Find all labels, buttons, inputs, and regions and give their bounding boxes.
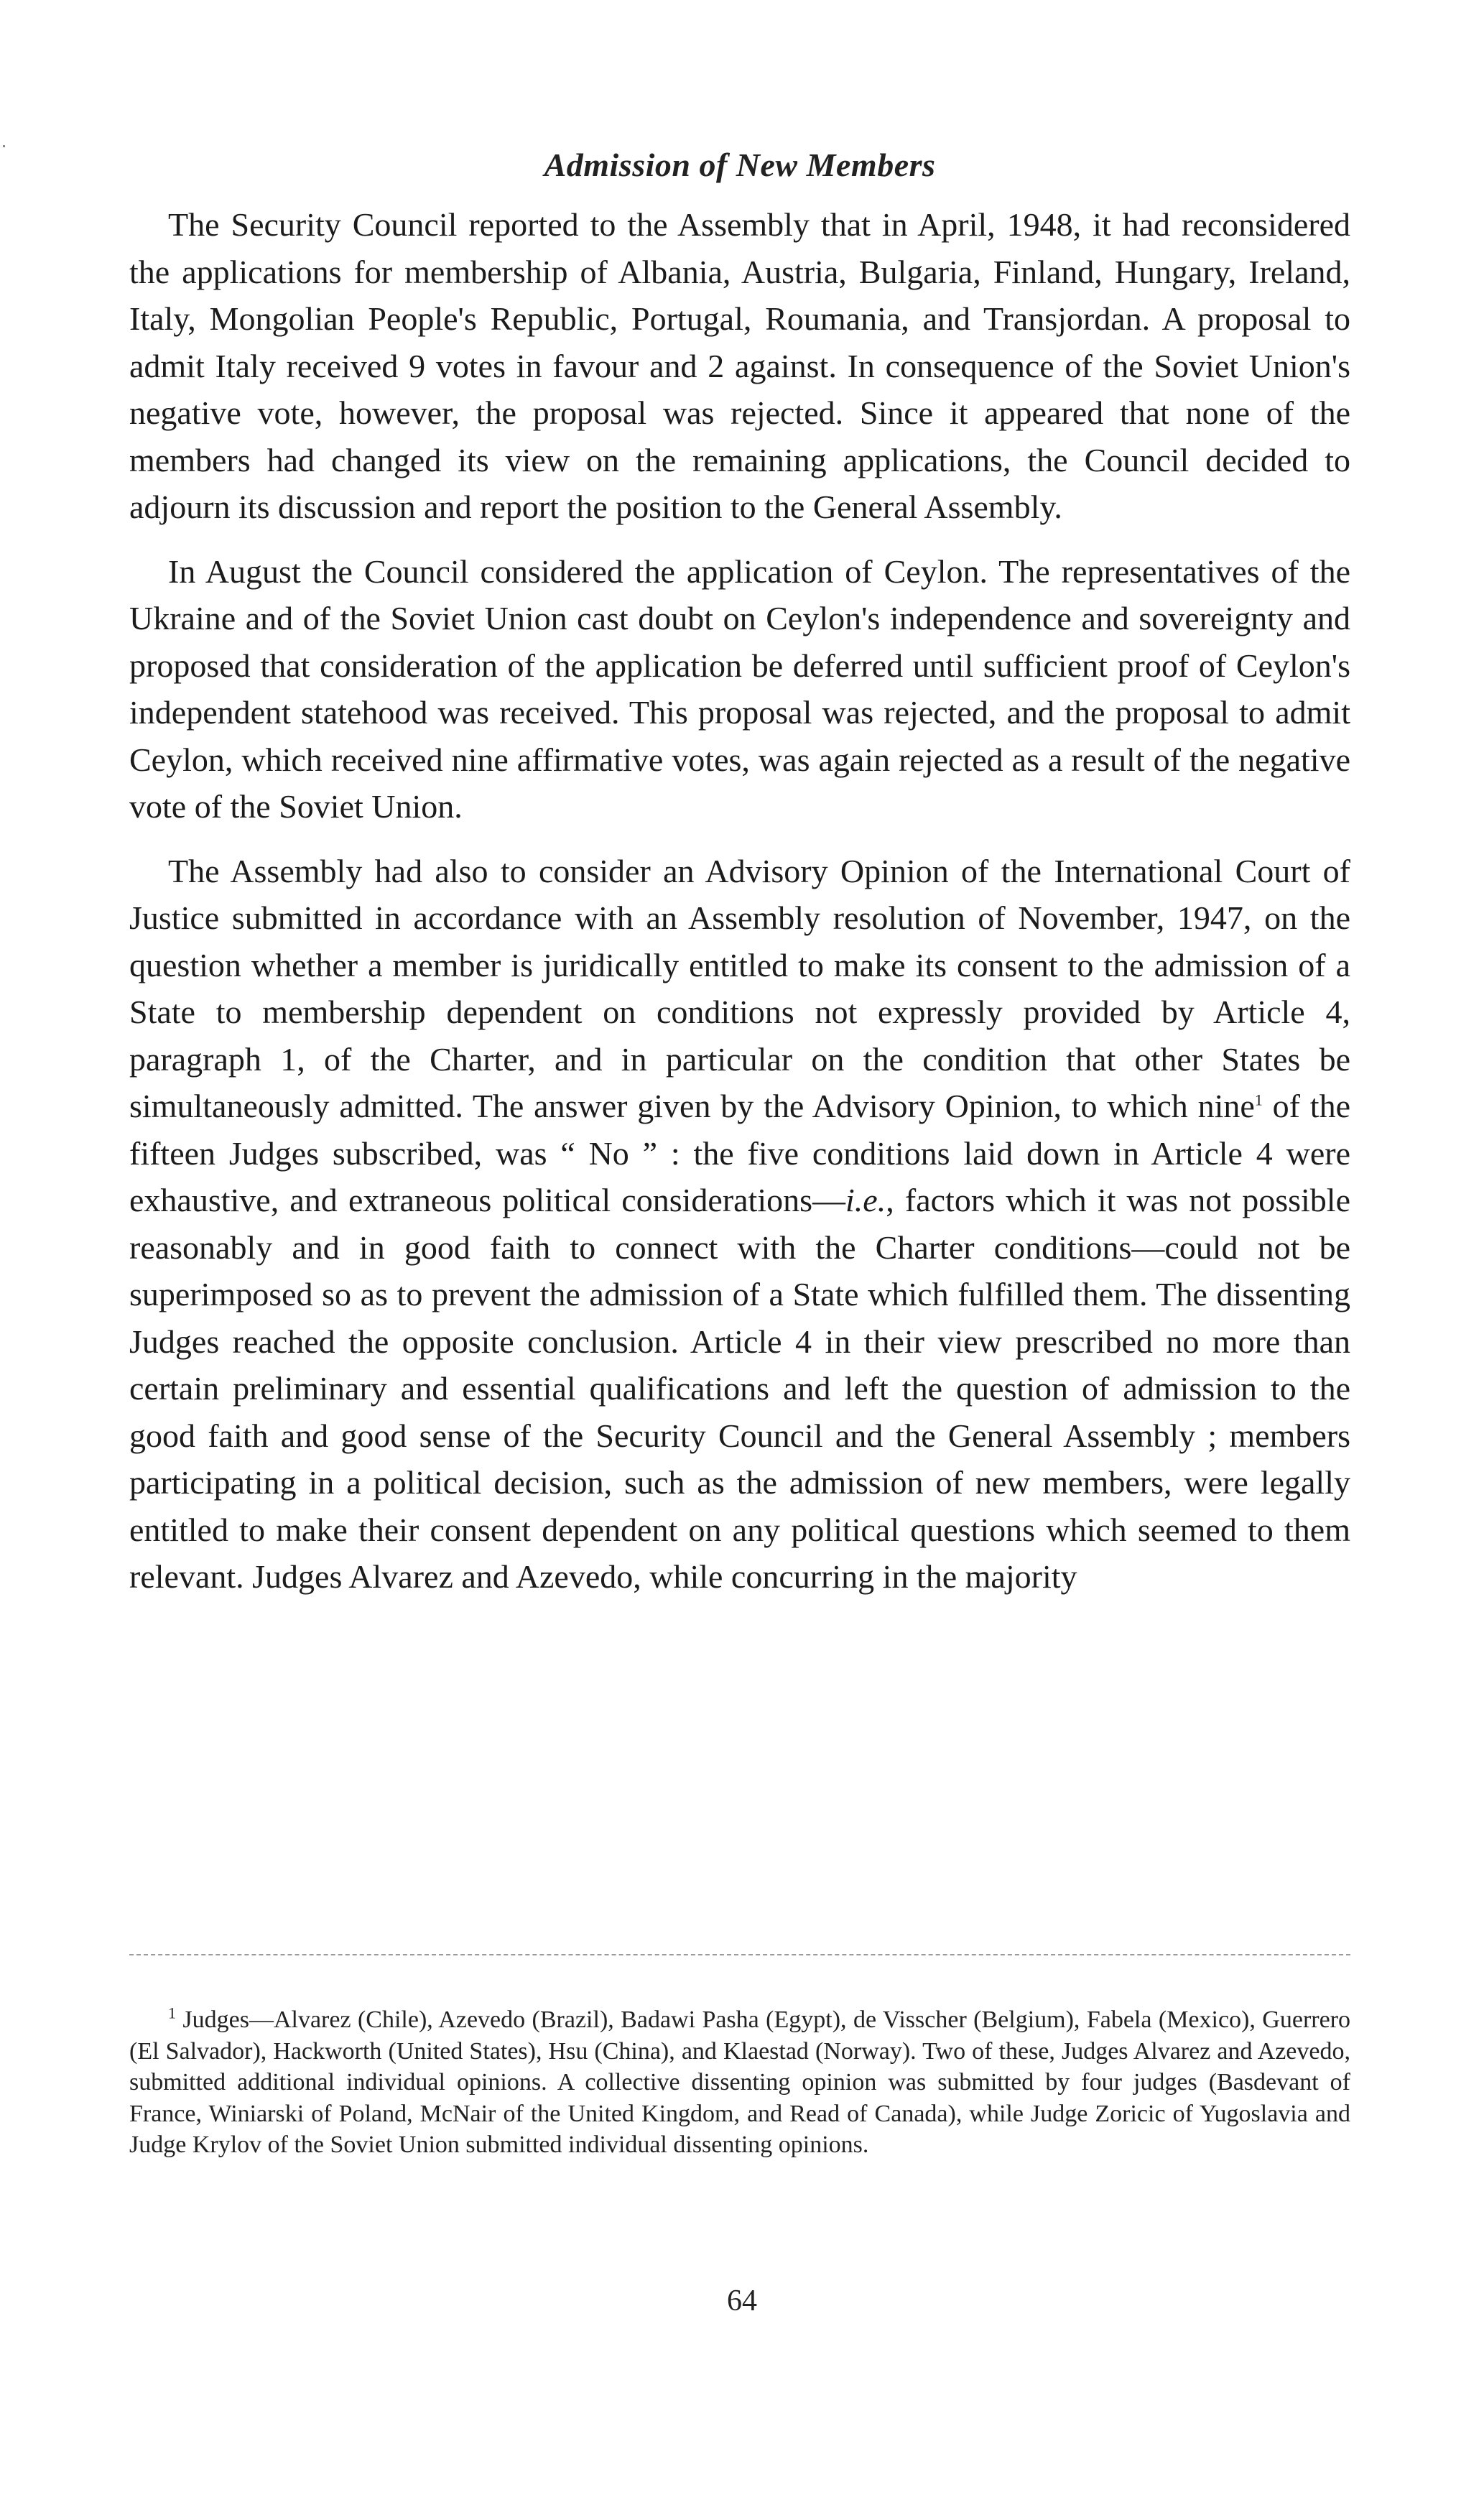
paragraph-security-council-report: The Security Council reported to the Assembly that in April, 1948, it had reconsidered the applications for membership of Albania, Austria, Bulgaria, Finland, Hungary, Ireland, Italy, Mongolian People's Republic, Portugal, Roumania, and Transjordan. A proposal to admit Italy received 9 votes in favour and 2 against. In consequence of the Soviet Union's negative vote, however, the proposal was rejected. Since it appeared that none of the members had changed its view on the remaining applications, the Council decided to adjourn its discussion and report the position to the General Assembly. bbox=[129, 206, 1350, 525]
paragraph-advisory-opinion-part2: of the fifteen Judges subscribed, was “ No ” : the five conditions laid down in Article 4 were exhaustive, and extraneous political considerations— bbox=[129, 1088, 1351, 1218]
footnote-divider bbox=[129, 1954, 1350, 1955]
footnote bbox=[129, 2004, 1350, 2161]
stray-scan-mark bbox=[3, 145, 5, 147]
paragraph-advisory-opinion-part3: , factors which it was not possible reasonably and in good faith to connect with the Charter conditions—could not be superimposed so as to prevent the admission of a State which fulfilled them. The dissenting Judges reached the opposite conclusion. Article 4 in their view prescribed no more than certain preliminary and essential qualifications and left the question of admission to the good faith and good sense of the Security Council and the General Assembly ; members participating in a political decision, such as the admission of new members, were legally entitled to make their consent dependent on any political questions which seemed to them relevant. Judges Alvarez and Azevedo, while concurring in the majority bbox=[129, 1182, 1350, 1595]
section-heading: Admission of New Members bbox=[544, 147, 936, 183]
page-number: 64 bbox=[727, 2284, 757, 2318]
footnote-text: Judges—Alvarez (Chile), Azevedo (Brazil), Badawi Pasha (Egypt), de Visscher (Belgium), Fabela (Mexico), Guerrero (El Salvador), Hackworth (United States), Hsu (China), and Klaestad (Norway). Two of these, Judges Alvarez and Azevedo, submitted additional individual opinions. A collective dissenting opinion was submitted by four judges (Basdevant of France, Winiarski of Poland, McNair of the United Kingdom, and Read of Canada), while Judge Zoricic of Yugoslavia and Judge Krylov of the Soviet Union submitted individual dissenting opinions. bbox=[129, 2006, 1350, 2158]
main-text bbox=[129, 144, 1350, 1601]
italic-ie: i.e. bbox=[845, 1182, 886, 1218]
paragraph-advisory-opinion bbox=[129, 848, 1350, 1601]
footnote-mark: 1 bbox=[168, 2004, 176, 2022]
footnote-reference-mark: 1 bbox=[1254, 1091, 1263, 1109]
paragraph-ceylon-application: In August the Council considered the application of Ceylon. The representatives of the Ukraine and of the Soviet Union cast doubt on Ceylon's independence and sovereignty and proposed that consideration of the application be deferred until sufficient proof of Ceylon's independent statehood was received. This proposal was rejected, and the proposal to admit Ceylon, which received nine affirmative votes, was again rejected as a result of the negative vote of the Soviet Union. bbox=[129, 552, 1350, 825]
paragraph-advisory-opinion-part1: The Assembly had also to consider an Advisory Opinion of the International Court of Justice submitted in accordance with an Assembly resolution of November, 1947, on the question whether a member is juridically entitled to make its consent to the admission of a State to membership dependent on conditions not expressly provided by Article 4, paragraph 1, of the Charter, and in particular on the condition that other States be simultaneously admitted. The answer given by the Advisory Opinion, to which nine bbox=[129, 852, 1350, 1124]
